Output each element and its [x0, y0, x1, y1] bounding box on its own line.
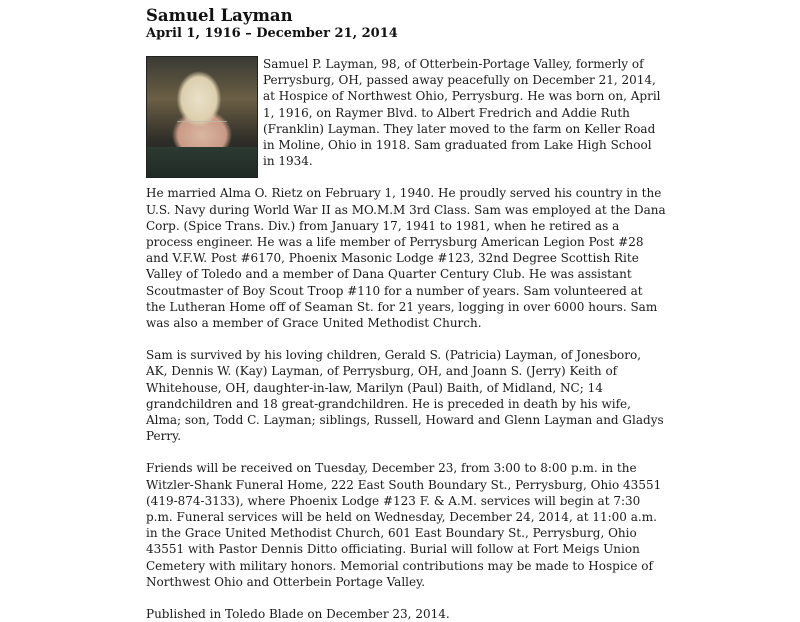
- publication-note: Published in Toledo Blade on December 23, 2014.: [146, 607, 450, 622]
- paragraph-career: He married Alma O. Rietz on February 1, 1940. He proudly served his country in the U.S. Navy during World War II as MO.M.M 3rd Class. Sam was employed at the Dana Corp. (Spice Trans. Div.) from January 17, 1941 to 1981, when he retired as a process engineer. He was a life member of Perrysburg American Legion Post #28 and V.F.W. Post #6170, Phoenix Masonic Lodge #123, 32nd Degree Scottish Rite Valley of Toledo and a member of Dana Quarter Century Club. He was assistant Scoutmaster of Boy Scout Troop #110 for a number of years. Sam volunteered at the Lutheran Home off of Seaman St. for 21 years, logging in over 6000 hours. Sam was also a member of Grace United Methodist Church.: [146, 186, 666, 331]
- paragraph-survivors: Sam is survived by his loving children, Gerald S. (Patricia) Layman, of Jonesboro, AK, Dennis W. (Kay) Layman, of Perrysburg, OH, and Joann S. (Jerry) Keith of Whitehouse, OH, daughter-in-law, Marilyn (Paul) Baith, of Midland, NC; 14 grandchildren and 18 great-grandchildren. He is preceded in death by his wife, Alma; son, Todd C. Layman; siblings, Russell, Howard and Glenn Layman and Gladys Perry.: [146, 348, 664, 444]
- portrait-photo: [146, 56, 258, 178]
- paragraph-services: Friends will be received on Tuesday, December 23, from 3:00 to 8:00 p.m. in the Witzler-Shank Funeral Home, 222 East South Boundary St., Perrysburg, Ohio 43551 (419-874-3133), where Phoenix Lodge #123 F. & A.M. services will begin at 7:30 p.m. Funeral services will be held on Wednesday, December 24, 2014, at 11:00 a.m. in the Grace United Methodist Church, 601 East Boundary St., Perrysburg, Ohio 43551 with Pastor Dennis Ditto officiating. Burial will follow at Fort Meigs Union Cemetery with military honors. Memorial contributions may be made to Hospice of Northwest Ohio and Otterbein Portage Valley.: [146, 461, 662, 589]
- glasses-shape: [177, 121, 227, 134]
- life-dates: April 1, 1916 – December 21, 2014: [146, 26, 398, 41]
- paragraph-biography: Samuel P. Layman, 98, of Otterbein-Portage Valley, formerly of Perrysburg, OH, passed away peacefully on December 21, 2014, at Hospice of Northwest Ohio, Perrysburg. He was born on, April 1, 1916, on Raymer Blvd. to Albert Fredrich and Addie Ruth (Franklin) Layman. They later moved to the farm on Keller Road in Moline, Ohio in 1918. Sam graduated from Lake High School in 1934.: [263, 57, 661, 169]
- intro-section: [146, 56, 666, 185]
- obituary-name: Samuel Layman: [146, 6, 293, 25]
- shirt-shape: [147, 147, 257, 177]
- obituary-document: [146, 6, 666, 622]
